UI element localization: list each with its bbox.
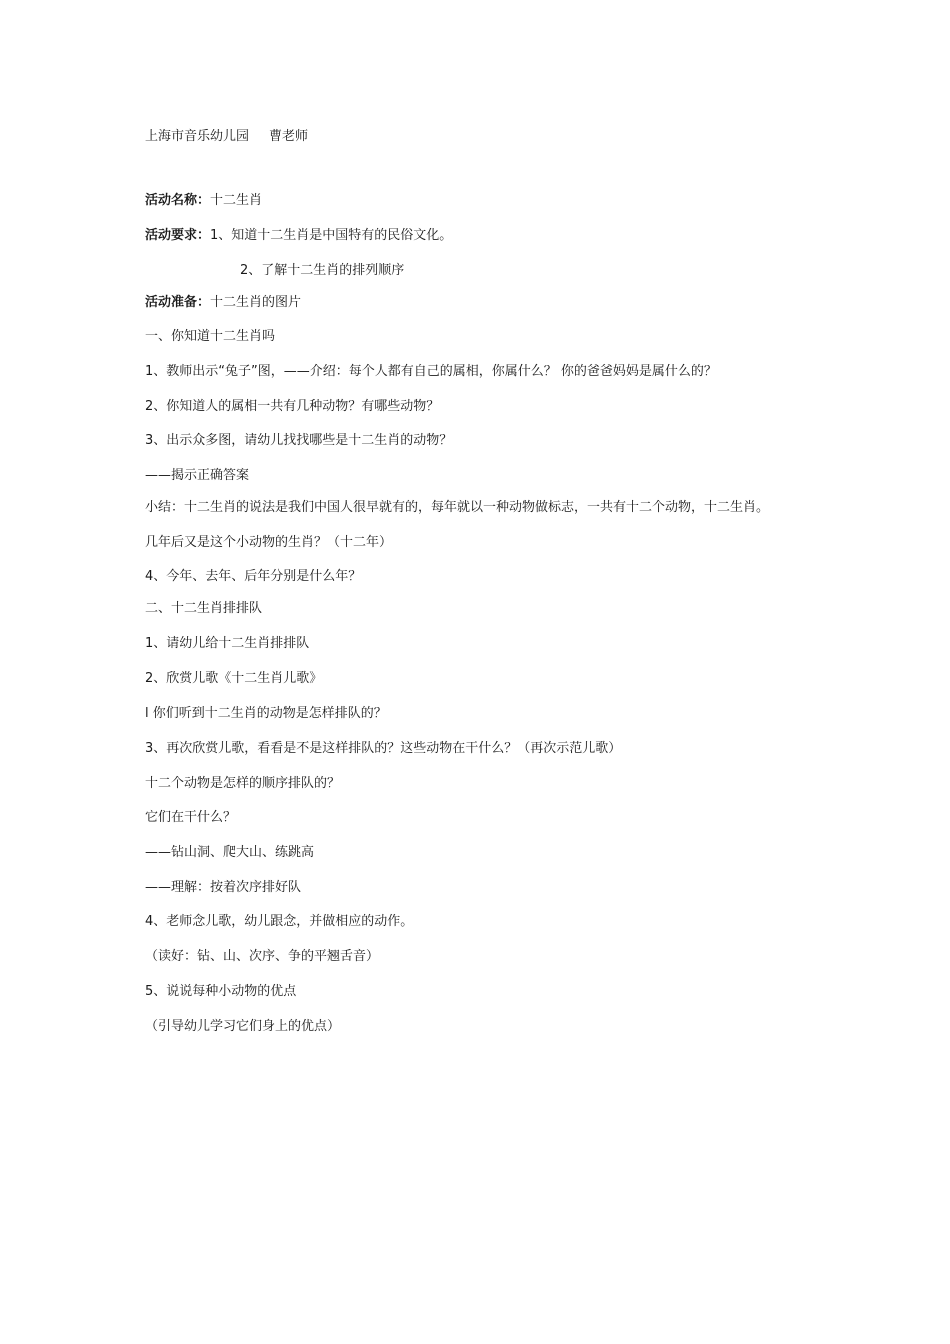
activity-requirements-line [145, 227, 452, 245]
school-name: 上海市音乐幼儿园 [145, 129, 250, 144]
activity-name-value: 十二生肖 [210, 193, 263, 208]
paragraph: 2、欣赏儿歌《十二生肖儿歌》 [145, 671, 323, 686]
activity-name-label: 活动名称： [145, 193, 211, 208]
paragraph: 1、教师出示“兔子”图，——介绍：每个人都有自己的属相，你属什么？ 你的爸爸妈妈是属什么的？ [145, 364, 717, 379]
paragraph: 3、再次欣赏儿歌，看看是不是这样排队的？这些动物在干什么？（再次示范儿歌） [145, 741, 622, 756]
section-heading-1: 一、你知道十二生肖吗 [145, 329, 276, 344]
activity-requirements-label: 活动要求： [145, 228, 211, 243]
paragraph: 5、说说每种小动物的优点 [145, 984, 297, 999]
activity-preparation-line [145, 294, 301, 312]
teacher-name: 曹老师 [269, 129, 309, 144]
paragraph: ——钻山洞、爬大山、练跳高 [145, 845, 315, 860]
paragraph: 3、出示众多图，请幼儿找找哪些是十二生肖的动物？ [145, 433, 453, 448]
paragraph: ——理解：按着次序排好队 [145, 880, 302, 895]
paragraph: ——揭示正确答案 [145, 468, 250, 483]
paragraph: 几年后又是这个小动物的生肖？（十二年） [145, 535, 393, 550]
paragraph: 十二个动物是怎样的顺序排队的？ [145, 776, 341, 791]
paragraph: 它们在干什么？ [145, 810, 237, 825]
section-heading-2: 二、十二生肖排排队 [145, 601, 263, 616]
activity-name-line [145, 192, 262, 210]
paragraph: 4、今年、去年、后年分别是什么年？ [145, 569, 362, 584]
summary-paragraph: 小结：十二生肖的说法是我们中国人很早就有的，每年就以一种动物做标志，一共有十二个动物，十二生肖。 [145, 500, 770, 515]
header-line [145, 128, 308, 146]
activity-preparation-value: 十二生肖的图片 [210, 295, 302, 310]
paragraph: l 你们听到十二生肖的动物是怎样排队的？ [145, 706, 387, 721]
paragraph: 2、你知道人的属相一共有几种动物？有哪些动物？ [145, 399, 440, 414]
activity-requirement-2: 2、了解十二生肖的排列顺序 [240, 263, 405, 278]
paragraph: 4、老师念儿歌，幼儿跟念，并做相应的动作。 [145, 914, 414, 929]
paragraph: （引导幼儿学习它们身上的优点） [145, 1019, 341, 1034]
paragraph: 1、请幼儿给十二生肖排排队 [145, 636, 310, 651]
activity-requirement-1: 1、知道十二生肖是中国特有的民俗文化。 [210, 228, 453, 243]
activity-preparation-label: 活动准备： [145, 295, 211, 310]
paragraph: （读好：钻、山、次序、争的平翘舌音） [145, 949, 380, 964]
